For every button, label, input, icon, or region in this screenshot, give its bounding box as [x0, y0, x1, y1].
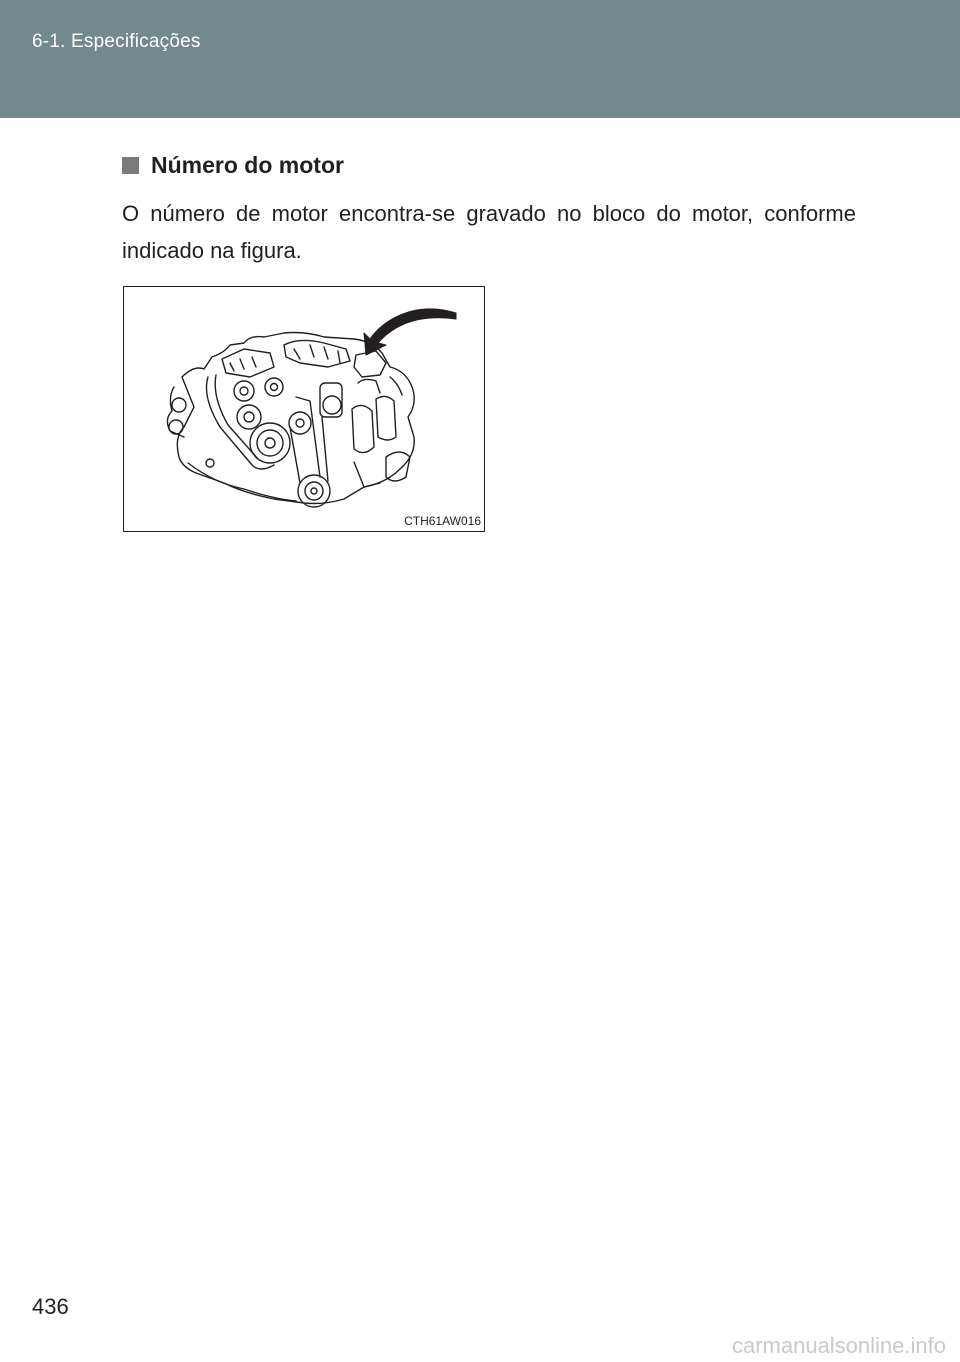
body-paragraph: O número de motor encontra-se gravado no bloco do motor, conforme indicado na figura.	[122, 201, 856, 263]
watermark: carmanualsonline.info	[731, 1333, 946, 1358]
heading-text: Número do motor	[151, 151, 344, 178]
page-number: 436	[32, 1294, 69, 1319]
engine-figure	[123, 286, 485, 532]
engine-illustration	[124, 287, 484, 531]
filled-square-icon	[122, 157, 139, 174]
section-heading	[122, 150, 344, 180]
figure-code: CTH61AW016	[404, 514, 481, 528]
section-title: 6-1. Especificações	[32, 31, 201, 52]
curved-arrow-icon	[364, 309, 456, 355]
header-band	[0, 0, 960, 118]
